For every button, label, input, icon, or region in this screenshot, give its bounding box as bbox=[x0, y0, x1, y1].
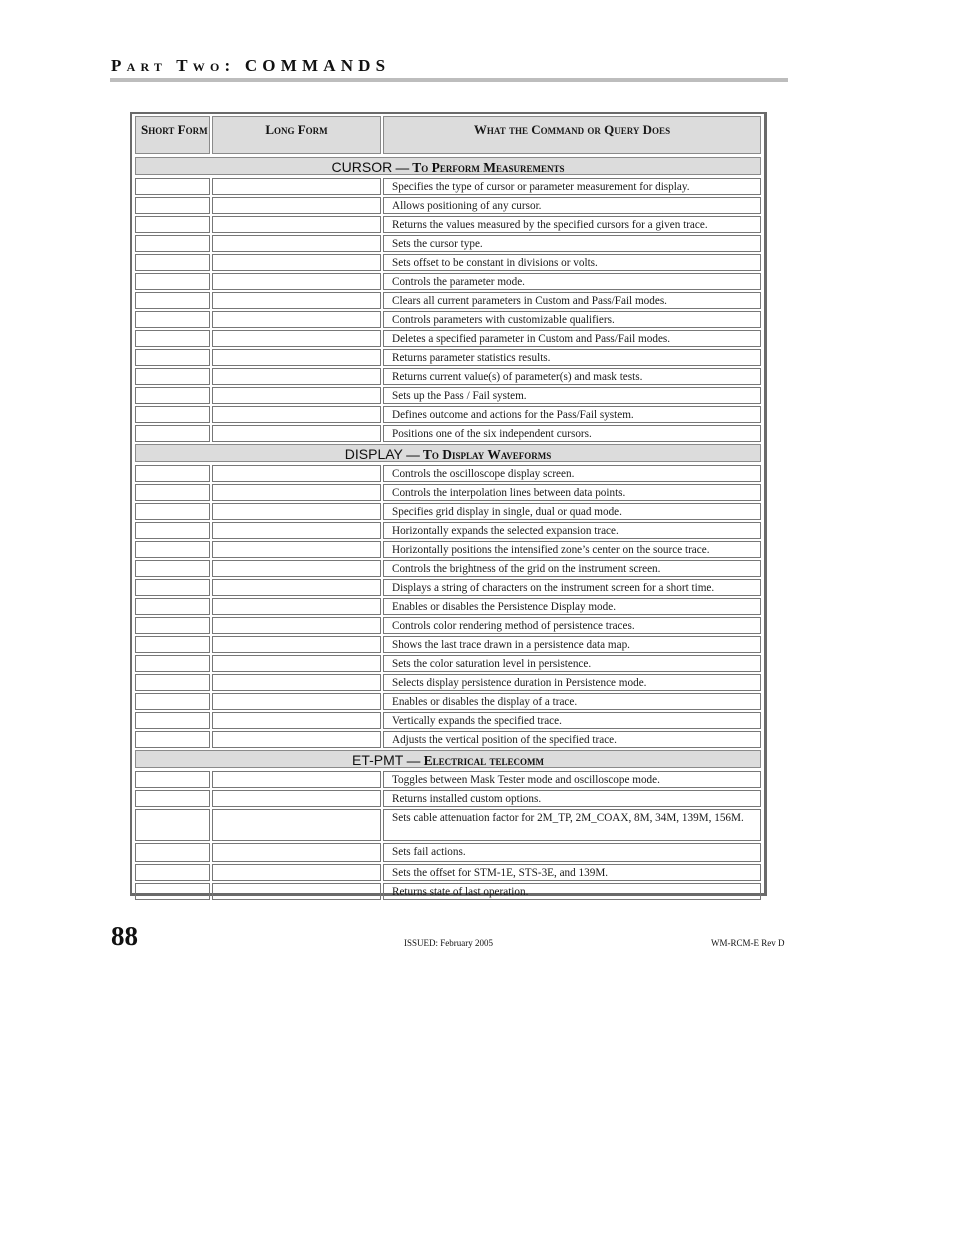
description-cell: Enables or disables the display of a trace. bbox=[383, 693, 761, 710]
table-row bbox=[132, 617, 764, 636]
description-cell: Toggles between Mask Tester mode and oscilloscope mode. bbox=[383, 771, 761, 788]
short-form-cell bbox=[135, 387, 210, 404]
short-form-cell bbox=[135, 693, 210, 710]
table-row bbox=[132, 522, 764, 541]
table-row bbox=[132, 560, 764, 579]
description-cell: Deletes a specified parameter in Custom and Pass/Fail modes. bbox=[383, 330, 761, 347]
section-subtitle: — To Display Waveforms bbox=[402, 447, 552, 462]
table-row bbox=[132, 387, 764, 406]
short-form-cell bbox=[135, 368, 210, 385]
long-form-cell bbox=[212, 368, 381, 385]
description-cell: Controls the oscilloscope display screen. bbox=[383, 465, 761, 482]
description-cell: Allows positioning of any cursor. bbox=[383, 197, 761, 214]
table-row bbox=[132, 598, 764, 617]
table-row bbox=[132, 693, 764, 712]
table-row bbox=[132, 503, 764, 522]
table-row bbox=[132, 406, 764, 425]
section-header bbox=[135, 157, 761, 175]
description-cell: Displays a string of characters on the instrument screen for a short time. bbox=[383, 579, 761, 596]
short-form-cell bbox=[135, 864, 210, 881]
section-header bbox=[135, 750, 761, 768]
short-form-cell bbox=[135, 712, 210, 729]
long-form-cell bbox=[212, 655, 381, 672]
table-row bbox=[132, 731, 764, 750]
short-form-cell bbox=[135, 771, 210, 788]
description-cell: Returns installed custom options. bbox=[383, 790, 761, 807]
short-form-cell bbox=[135, 254, 210, 271]
description-cell: Sets the cursor type. bbox=[383, 235, 761, 252]
short-form-cell bbox=[135, 617, 210, 634]
table-row bbox=[132, 368, 764, 387]
long-form-cell bbox=[212, 522, 381, 539]
long-form-cell bbox=[212, 712, 381, 729]
long-form-cell bbox=[212, 579, 381, 596]
long-form-cell bbox=[212, 731, 381, 748]
short-form-cell bbox=[135, 503, 210, 520]
description-cell: Returns state of last operation. bbox=[383, 883, 761, 900]
description-cell: Controls the brightness of the grid on the instrument screen. bbox=[383, 560, 761, 577]
short-form-cell bbox=[135, 674, 210, 691]
table-row bbox=[132, 790, 764, 809]
description-cell: Shows the last trace drawn in a persistence data map. bbox=[383, 636, 761, 653]
table-row bbox=[132, 425, 764, 444]
table-row bbox=[132, 771, 764, 790]
command-table bbox=[130, 112, 767, 896]
section-header bbox=[135, 444, 761, 462]
short-form-cell bbox=[135, 598, 210, 615]
short-form-cell bbox=[135, 579, 210, 596]
table-row bbox=[132, 712, 764, 731]
short-form-cell bbox=[135, 636, 210, 653]
description-cell: Enables or disables the Persistence Display mode. bbox=[383, 598, 761, 615]
table-row bbox=[132, 349, 764, 368]
short-form-cell bbox=[135, 731, 210, 748]
short-form-cell bbox=[135, 235, 210, 252]
long-form-cell bbox=[212, 216, 381, 233]
short-form-cell bbox=[135, 522, 210, 539]
short-form-cell bbox=[135, 216, 210, 233]
description-cell: Specifies the type of cursor or parameter measurement for display. bbox=[383, 178, 761, 195]
table-row bbox=[132, 465, 764, 484]
table-row bbox=[132, 197, 764, 216]
long-form-cell bbox=[212, 541, 381, 558]
description-cell: Returns current value(s) of parameter(s) and mask tests. bbox=[383, 368, 761, 385]
issued-date: ISSUED: February 2005 bbox=[404, 938, 493, 948]
long-form-cell bbox=[212, 235, 381, 252]
table-row bbox=[132, 883, 764, 902]
description-cell: Controls color rendering method of persistence traces. bbox=[383, 617, 761, 634]
long-form-cell bbox=[212, 465, 381, 482]
short-form-cell bbox=[135, 843, 210, 862]
long-form-cell bbox=[212, 864, 381, 881]
description-cell: Adjusts the vertical position of the specified trace. bbox=[383, 731, 761, 748]
long-form-cell bbox=[212, 883, 381, 900]
short-form-cell bbox=[135, 197, 210, 214]
table-row bbox=[132, 809, 764, 843]
long-form-cell bbox=[212, 273, 381, 290]
description-cell: Clears all current parameters in Custom and Pass/Fail modes. bbox=[383, 292, 761, 309]
table-row bbox=[132, 484, 764, 503]
page-number: 88 bbox=[111, 921, 138, 951]
table-row bbox=[132, 216, 764, 235]
description-cell: Defines outcome and actions for the Pass/Fail system. bbox=[383, 406, 761, 423]
section-title: DISPLAY bbox=[344, 446, 403, 462]
short-form-cell bbox=[135, 425, 210, 442]
short-form-cell bbox=[135, 790, 210, 807]
table-row bbox=[132, 330, 764, 349]
short-form-cell bbox=[135, 883, 210, 900]
short-form-cell bbox=[135, 655, 210, 672]
table-row bbox=[132, 235, 764, 254]
description-cell: Positions one of the six independent cursors. bbox=[383, 425, 761, 442]
long-form-cell bbox=[212, 387, 381, 404]
short-form-cell bbox=[135, 349, 210, 366]
description-cell: Returns the values measured by the specified cursors for a given trace. bbox=[383, 216, 761, 233]
long-form-cell bbox=[212, 197, 381, 214]
table-row bbox=[132, 254, 764, 273]
long-form-cell bbox=[212, 771, 381, 788]
short-form-cell bbox=[135, 330, 210, 347]
short-form-cell bbox=[135, 311, 210, 328]
short-form-cell bbox=[135, 560, 210, 577]
table-row bbox=[132, 864, 764, 883]
description-cell: Returns parameter statistics results. bbox=[383, 349, 761, 366]
header-description: What the Command or Query Does bbox=[383, 116, 761, 154]
long-form-cell bbox=[212, 330, 381, 347]
description-cell: Sets cable attenuation factor for 2M_TP, 2M_COAX, 8M, 34M, 139M, 156M. bbox=[383, 809, 761, 841]
description-cell: Vertically expands the specified trace. bbox=[383, 712, 761, 729]
long-form-cell bbox=[212, 406, 381, 423]
long-form-cell bbox=[212, 254, 381, 271]
short-form-cell bbox=[135, 484, 210, 501]
long-form-cell bbox=[212, 598, 381, 615]
long-form-cell bbox=[212, 790, 381, 807]
table-row bbox=[132, 273, 764, 292]
description-cell: Sets offset to be constant in divisions or volts. bbox=[383, 254, 761, 271]
short-form-cell bbox=[135, 809, 210, 841]
short-form-cell bbox=[135, 541, 210, 558]
section-subtitle: — To Perform Measurements bbox=[392, 160, 565, 175]
description-cell: Controls the parameter mode. bbox=[383, 273, 761, 290]
description-cell: Controls the interpolation lines between data points. bbox=[383, 484, 761, 501]
long-form-cell bbox=[212, 636, 381, 653]
long-form-cell bbox=[212, 809, 381, 841]
long-form-cell bbox=[212, 292, 381, 309]
document-id: WM-RCM-E Rev D bbox=[711, 938, 785, 948]
table-row bbox=[132, 674, 764, 693]
short-form-cell bbox=[135, 292, 210, 309]
table-row bbox=[132, 579, 764, 598]
description-cell: Controls parameters with customizable qualifiers. bbox=[383, 311, 761, 328]
description-cell: Sets the color saturation level in persistence. bbox=[383, 655, 761, 672]
description-cell: Sets up the Pass / Fail system. bbox=[383, 387, 761, 404]
short-form-cell bbox=[135, 178, 210, 195]
header-short-form: Short Form bbox=[135, 116, 210, 154]
table-row bbox=[132, 292, 764, 311]
header-rule bbox=[110, 78, 788, 82]
description-cell: Horizontally positions the intensified zone’s center on the source trace. bbox=[383, 541, 761, 558]
table-row bbox=[132, 311, 764, 330]
section-subtitle: — Electrical telecomm bbox=[403, 753, 544, 768]
table-row bbox=[132, 178, 764, 197]
description-cell: Sets the offset for STM-1E, STS-3E, and 139M. bbox=[383, 864, 761, 881]
page-header: Part Two: COMMANDS bbox=[111, 56, 391, 75]
short-form-cell bbox=[135, 465, 210, 482]
description-cell: Horizontally expands the selected expansion trace. bbox=[383, 522, 761, 539]
section-title: CURSOR bbox=[331, 159, 393, 175]
long-form-cell bbox=[212, 560, 381, 577]
long-form-cell bbox=[212, 617, 381, 634]
long-form-cell bbox=[212, 311, 381, 328]
long-form-cell bbox=[212, 349, 381, 366]
description-cell: Specifies grid display in single, dual or quad mode. bbox=[383, 503, 761, 520]
header-long-form: Long Form bbox=[212, 116, 381, 154]
description-cell: Selects display persistence duration in Persistence mode. bbox=[383, 674, 761, 691]
long-form-cell bbox=[212, 503, 381, 520]
long-form-cell bbox=[212, 178, 381, 195]
section-title: ET-PMT bbox=[352, 752, 404, 768]
long-form-cell bbox=[212, 425, 381, 442]
short-form-cell bbox=[135, 273, 210, 290]
table-header-row bbox=[132, 116, 764, 156]
table-row bbox=[132, 655, 764, 674]
table-row bbox=[132, 843, 764, 864]
long-form-cell bbox=[212, 674, 381, 691]
long-form-cell bbox=[212, 693, 381, 710]
table-row bbox=[132, 541, 764, 560]
description-cell: Sets fail actions. bbox=[383, 843, 761, 862]
short-form-cell bbox=[135, 406, 210, 423]
long-form-cell bbox=[212, 843, 381, 862]
long-form-cell bbox=[212, 484, 381, 501]
table-row bbox=[132, 636, 764, 655]
